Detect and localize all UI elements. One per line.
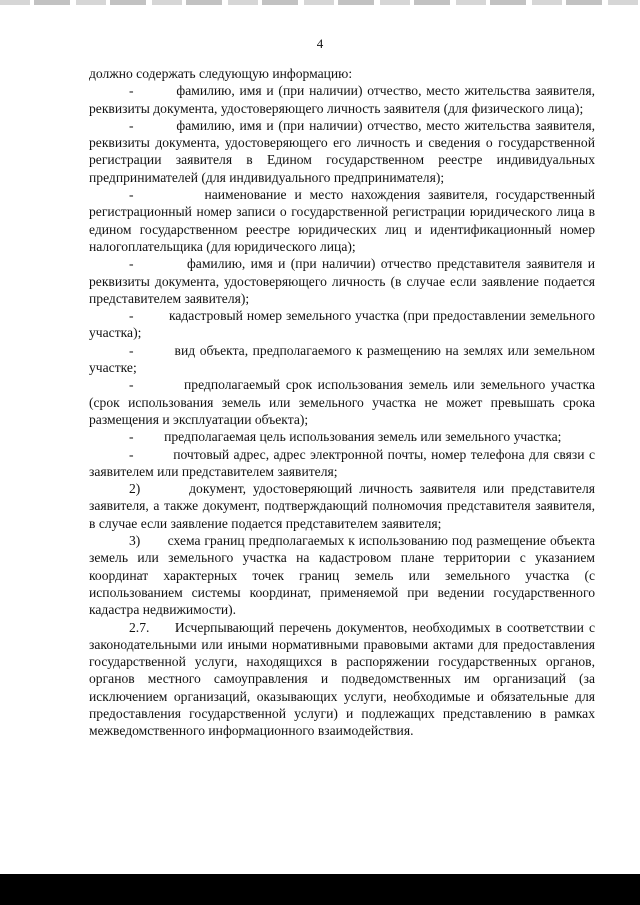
list-item-individual: - фамилию, имя и (при наличии) отчество, место жительства заявителя, реквизиты документа, удостоверяющего личность заявителя (для физического лица); xyxy=(89,83,595,116)
list-item-purpose: - предполагаемая цель использования земель или земельного участка; xyxy=(129,429,562,445)
list-item-contacts: - почтовый адрес, адрес электронной почты, номер телефона для связи с заявителем или представителем заявителя; xyxy=(89,446,595,479)
list-item-object-type: - вид объекта, предполагаемого к размещению на землях или земельном участке; xyxy=(89,342,595,376)
page-number: 4 xyxy=(316,36,324,51)
section-2-7: 2.7. Исчерпывающий перечень документов, необходимых в соответствии с законодательными или иными нормативными правовыми актами для предоставления государственной услуги, находящихся в распоряжении государственных органов, органов местного самоуправления и подведомственных им организаций (за исключением организаций, оказывающих услуги, необходимые и обязательные для предоставления государственной услуги) и подлежащих представлению в рамках межведомственного информационного взаимодействия. xyxy=(89,619,595,739)
list-item-representative: - фамилию, имя и (при наличии) отчество представителя заявителя и реквизиты документа, удостоверяющего личность (в случае если заявление подается представителем заявителя); xyxy=(89,256,595,306)
list-item-cadastral-number: - кадастровый номер земельного участка (при предоставлении земельного участка); xyxy=(89,308,595,341)
intro-line: должно содержать следующую информацию: xyxy=(89,66,353,81)
scan-bottom-border xyxy=(0,874,640,905)
document-body xyxy=(89,65,595,740)
paragraph-2: 2) документ, удостоверяющий личность заявителя или представителя заявителя, а также документ, подтверждающий полномочия представителя заявителя, в случае если заявление подается представителем заявителя; xyxy=(89,481,595,531)
scan-artifact-band xyxy=(0,0,640,5)
paragraph-3: 3) схема границ предполагаемых к использованию под размещение объекта земель или земельного участка на кадастровом плане территории с указанием координат характерных точек границ земель или земельного участка (с использованием системы координат, применяемой при ведении государственного кадастра недвижимости). xyxy=(89,533,595,618)
list-item-term: - предполагаемый срок использования земель или земельного участка (срок использования земель или земельного участка не может превышать срока размещения и эксплуатации объекта); xyxy=(89,377,595,427)
list-item-entrepreneur: - фамилию, имя и (при наличии) отчество, место жительства заявителя, реквизиты документа, удостоверяющего его личность и сведения о государственной регистрации заявителя в Едином государственном реестре индивидуальных предпринимателей (для индивидуального предпринимателя); xyxy=(89,117,595,185)
list-item-legal-entity: - наименование и место нахождения заявителя, государственный регистрационный номер записи о государственной регистрации юридического лица в едином государственном реестре юридических лиц и идентификационный номер налогоплательщика (для юридического лица); xyxy=(89,187,595,254)
